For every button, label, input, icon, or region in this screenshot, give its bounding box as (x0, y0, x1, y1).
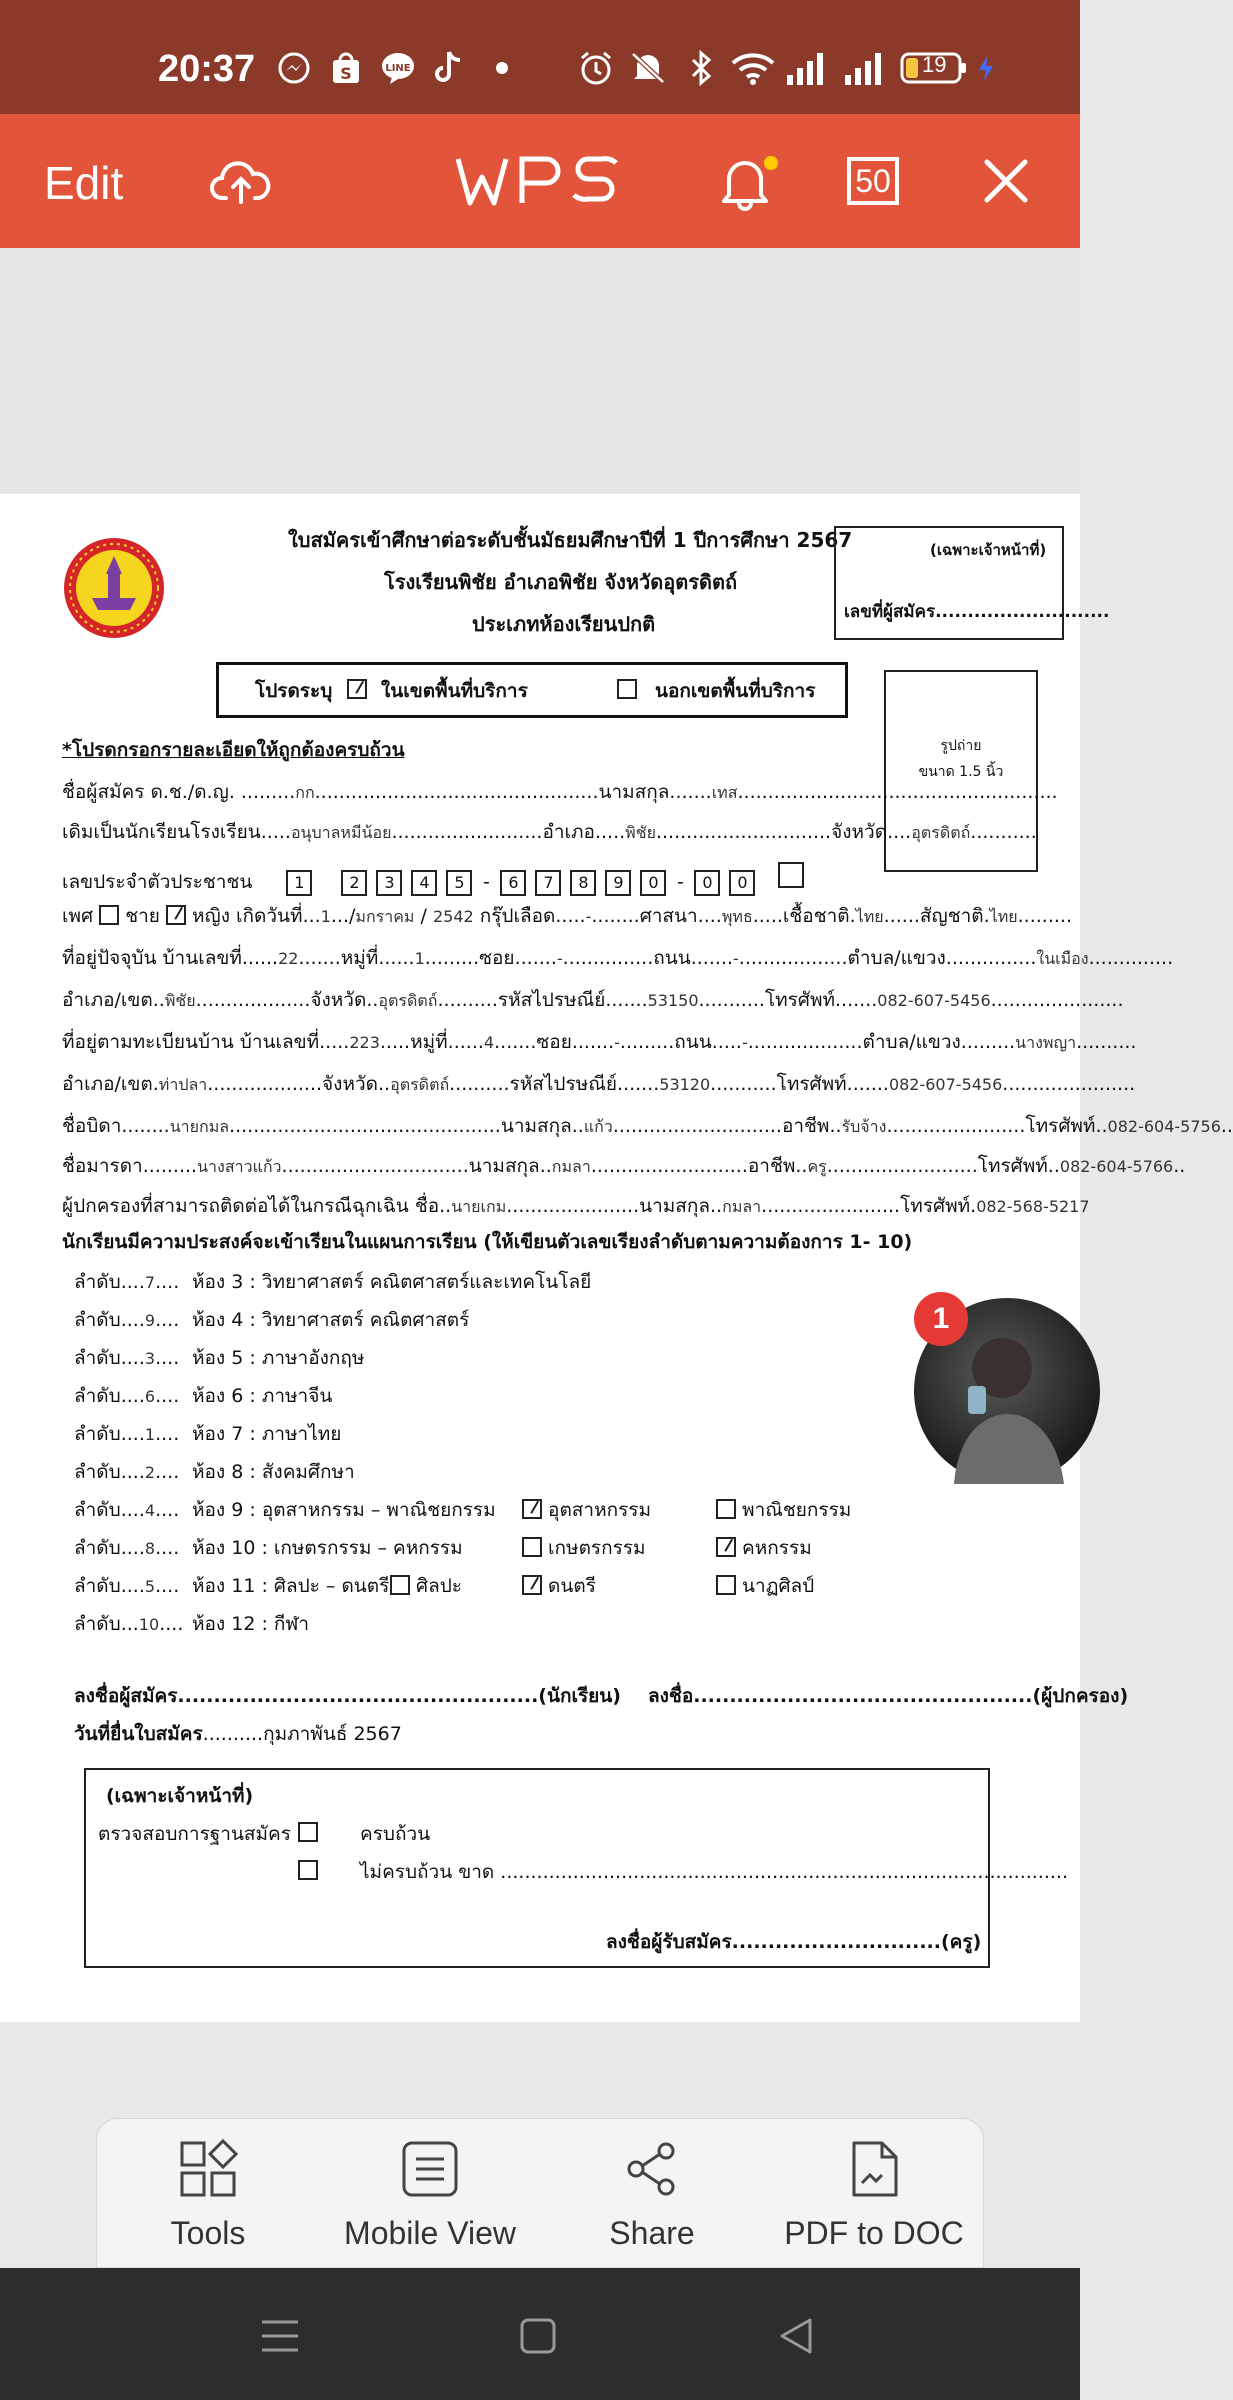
plan-heading: นักเรียนมีความประสงค์จะเข้าเรียนในแผนการเรียน (ให้เขียนตัวเลขเรียงลำดับตามความต้องการ 1- 10) (62, 1231, 913, 1253)
class-type: ประเภทห้องเรียนปกติ (472, 612, 656, 636)
opt-music: ดนตรี (522, 1574, 596, 1598)
home-icon[interactable] (512, 2310, 564, 2362)
tiktok-icon (430, 50, 466, 86)
guardian-row: ผู้ปกครองที่สามารถติดต่อได้ในกรณีฉุกเฉิน ชื่อ..นายเกม......................นามสกุล..กมลา.......................โทรศัพท์.082-568-5217 (62, 1195, 1090, 1217)
mother-row: ชื่อมารดา.........นางสาวแก้ว...............................นามสกุล..กมลา..........................อาชีพ..ครู.........................โทรศัพท์..082-604-5766.. (62, 1155, 1186, 1177)
edit-button[interactable]: Edit (44, 157, 124, 209)
plan-item: ลำดับ....4.... ห้อง 9 : อุตสาหกรรม – พาณิชยกรรม (74, 1499, 496, 1521)
id-digit[interactable]: 0 (640, 870, 666, 896)
plan-item: ลำดับ....9.... ห้อง 4 : วิทยาศาสตร์ คณิตศาสตร์ (74, 1309, 470, 1331)
id-digit[interactable]: 9 (605, 870, 631, 896)
mute-icon (630, 50, 666, 86)
page-count-button[interactable] (840, 146, 906, 216)
complete-label: ครบถ้วน (360, 1823, 431, 1845)
female-checkbox[interactable] (166, 905, 186, 925)
notification-badge: 1 (914, 1292, 968, 1346)
previous-school-row: เดิมเป็นนักเรียนโรงเรียน.....อนุบาลหมีน้อย.........................อำเภอ.....พิชัย.............................จังหวัด....อุตรดิตถ์........... (62, 821, 1037, 843)
submission-date: วันที่ยื่นใบสมัคร..........กุมภาพันธ์ 2567 (74, 1723, 402, 1745)
male-checkbox[interactable] (99, 905, 119, 925)
menu-icon[interactable] (254, 2310, 306, 2362)
wps-logo (450, 146, 630, 216)
messenger-icon (276, 50, 312, 86)
zone-out-label: นอกเขตพื้นที่บริการ (655, 680, 816, 702)
zone-out-checkbox[interactable] (617, 679, 637, 700)
system-navigation-bar (0, 2268, 1080, 2400)
plan-item: ลำดับ...10.... ห้อง 12 : กีฬา (74, 1613, 310, 1635)
applicant-surname: เทส (711, 783, 738, 802)
bluetooth-icon (684, 50, 720, 86)
applicant-name: กก (295, 783, 315, 802)
photo-label: รูปถ่าย (940, 738, 982, 754)
opt-drama: นาฏศิลป์ (716, 1574, 814, 1598)
dot-icon (484, 50, 520, 86)
school-name: โรงเรียนพิชัย อำเภอพิชัย จังหวัดอุตรดิตถ์ (384, 570, 738, 594)
bottom-action-bar (96, 2118, 984, 2268)
wifi-icon (730, 50, 776, 86)
close-icon[interactable] (976, 146, 1036, 216)
share-button[interactable]: Share (541, 2119, 763, 2269)
zone-in-checkbox[interactable] (347, 679, 367, 700)
id-digit[interactable] (778, 862, 804, 888)
zone-selector (216, 662, 848, 718)
school-seal-icon (62, 536, 166, 640)
zone-prefix: โปรดระบุ (255, 680, 333, 702)
opt-commerce: พาณิชยกรรม (716, 1498, 851, 1522)
plan-item: ลำดับ....6.... ห้อง 6 : ภาษาจีน (74, 1385, 333, 1407)
plan-item: ลำดับ....7.... ห้อง 3 : วิทยาศาสตร์ คณิตศาสตร์และเทคโนโลยี (74, 1271, 592, 1293)
zone-in-label: ในเขตพื้นที่บริการ (381, 680, 528, 702)
svg-text:S: S (340, 64, 352, 83)
instruction: *โปรดกรอกรายละเอียดให้ถูกต้องครบถ้วน (62, 739, 405, 761)
name-row: ชื่อผู้สมัคร ด.ช./ด.ญ. .........กก...............................................นามสกุล.......เทส..................................................... (62, 781, 1058, 803)
opt-home-economics: คหกรรม (716, 1536, 812, 1560)
personal-info-row: เพศ ชาย หญิง เกิดวันที่...1.../มกราคม / 2542 กรุ๊ปเลือด.....-........ศาสนา....พุทธ.....เชื้อชาติ.ไทย......สัญชาติ.ไทย......... (62, 905, 1072, 927)
battery-icon (900, 50, 968, 86)
complete-checkbox[interactable] (298, 1822, 318, 1843)
receiver-signature: ลงชื่อผู้รับสมัคร.............................(ครู) (606, 1931, 982, 1953)
id-digit[interactable]: 1 (286, 870, 312, 896)
current-address-row-2: อำเภอ/เขต..พิชัย...................จังหวัด..อุตรดิตถ์..........รหัสไปรษณีย์.......53150...........โทรศัพท์.......082-607-5456...................... (62, 989, 1124, 1011)
id-digit[interactable]: 7 (535, 870, 561, 896)
plan-item: ลำดับ....2.... ห้อง 8 : สังคมศึกษา (74, 1461, 355, 1483)
tools-button[interactable]: Tools (97, 2119, 319, 2269)
id-digit[interactable]: 5 (446, 870, 472, 896)
photo-size: ขนาด 1.5 นิ้ว (918, 764, 1004, 780)
pdf-to-doc-icon (844, 2139, 904, 2199)
applicant-number-box (834, 526, 1110, 640)
plan-item: ลำดับ....5.... ห้อง 11 : ศิลปะ – ดนตรี (74, 1575, 390, 1597)
current-address-row: ที่อยู่ปัจจุบัน บ้านเลขที่......22.......หมู่ที่......1.........ซอย.......-...............ถนน.......-..................ตำบล/แขวง...............ในเมือง.............. (62, 947, 1174, 969)
guardian-signature: ลงชื่อ...............................................(ผู้ปกครอง) (648, 1685, 1129, 1707)
signal-icon (842, 50, 886, 86)
id-digit[interactable]: 3 (376, 870, 402, 896)
cloud-upload-icon[interactable] (206, 146, 276, 216)
signal-icon (784, 50, 828, 86)
battery-level: 19 (922, 52, 947, 77)
wps-toolbar (0, 114, 1080, 248)
opt-industry: อุตสาหกรรม (522, 1498, 651, 1522)
plan-item: ลำดับ....1.... ห้อง 7 : ภาษาไทย (74, 1423, 342, 1445)
officer-only-label: (เฉพาะเจ้าหน้าที่) (930, 541, 1047, 559)
notification-icon[interactable] (712, 146, 788, 216)
id-digit[interactable]: 6 (500, 870, 526, 896)
form-title: ใบสมัครเข้าศึกษาต่อระดับชั้นมัธยมศึกษาปีที่ 1 ปีการศึกษา 2567 (288, 528, 853, 552)
plan-item: ลำดับ....3.... ห้อง 5 : ภาษาอังกฤษ (74, 1347, 365, 1369)
pdf-to-doc-button[interactable]: PDF to DOC (763, 2119, 985, 2269)
viewer-background (0, 248, 1080, 494)
father-row: ชื่อบิดา........นายกมล.............................................นามสกุล..แก้ว............................อาชีพ..รับจ้าง.......................โทรศัพท์..082-604-5756.. (62, 1115, 1233, 1137)
clock: 20:37 (158, 48, 256, 90)
line-icon (380, 50, 416, 86)
check-label: ตรวจสอบการฐานสมัคร (98, 1823, 291, 1845)
shopee-icon (328, 50, 364, 86)
id-digit[interactable]: 8 (570, 870, 596, 896)
applicant-number: เลขที่ผู้สมัคร........................... (844, 602, 1110, 622)
back-icon[interactable] (770, 2310, 822, 2362)
officer-heading: (เฉพาะเจ้าหน้าที่) (106, 1785, 254, 1807)
mobile-view-button[interactable]: Mobile View (319, 2119, 541, 2269)
alarm-icon (578, 50, 614, 86)
incomplete-checkbox[interactable] (298, 1860, 318, 1881)
svg-text:LINE: LINE (385, 63, 411, 74)
opt-agriculture: เกษตรกรรม (522, 1536, 646, 1560)
id-digit[interactable]: 0 (729, 870, 755, 896)
previous-school: อนุบาลหมีน้อย (290, 823, 392, 842)
officer-box (84, 1768, 1069, 1968)
plan-item: ลำดับ....8.... ห้อง 10 : เกษตรกรรม – คหกรรม (74, 1537, 463, 1559)
share-icon (622, 2139, 682, 2199)
tools-icon (178, 2139, 238, 2199)
id-digit[interactable]: 0 (694, 870, 720, 896)
registered-address-row: ที่อยู่ตามทะเบียนบ้าน บ้านเลขที่.....223.....หมู่ที่......4.......ซอย.......-.........ถนน.....-...................ตำบล/แขวง.........นางพญา.......... (62, 1031, 1137, 1053)
mobile-view-icon (400, 2139, 460, 2199)
citizen-id-row: เลขประจำตัวประชาชน 1 2 3 4 5 - 6 7 8 9 0 - 0 0 (62, 862, 813, 896)
document-page (0, 494, 1233, 2022)
status-bar (0, 0, 1080, 114)
opt-art: ศิลปะ (390, 1574, 462, 1598)
id-digit[interactable]: 2 (341, 870, 367, 896)
page-count: 50 (855, 162, 891, 199)
applicant-signature: ลงชื่อผู้สมัคร..................................................(นักเรียน) (74, 1685, 621, 1707)
charging-icon (974, 50, 998, 86)
incomplete-label: ไม่ครบถ้วน ขาด .............................................................................................. (360, 1861, 1069, 1883)
id-digit[interactable]: 4 (411, 870, 437, 896)
registered-address-row-2: อำเภอ/เขต.ท่าปลา...................จังหวัด..อุตรดิตถ์..........รหัสไปรษณีย์.......53120...........โทรศัพท์.......082-607-5456...................... (62, 1073, 1136, 1095)
